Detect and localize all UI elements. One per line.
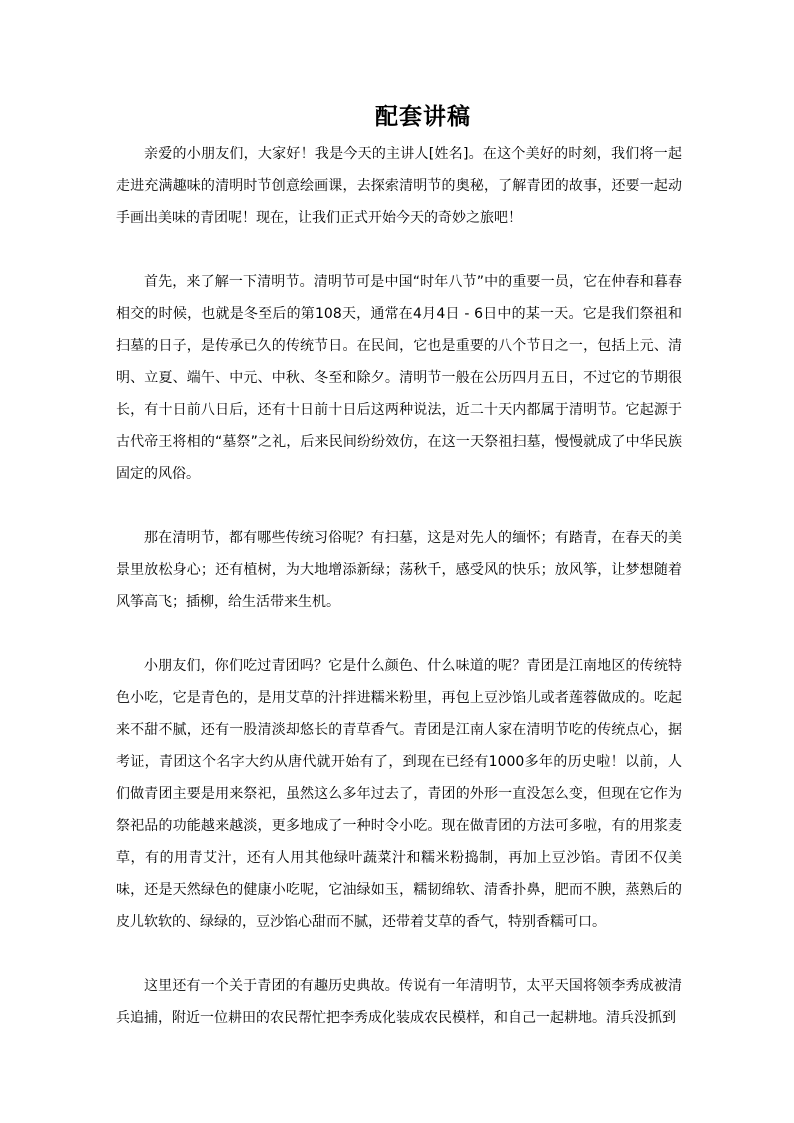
paragraph-customs: 那在清明节，都有哪些传统习俗呢？有扫墓，这是对先人的缅怀；有踏青，在春天的美景里放松身心；还有植树，为大地增添新绿；荡秋千，感受风的快乐；放风筝，让梦想随着风筝高飞；插柳，给生活带来生机。 (116, 530, 682, 610)
paragraph-greeting: 亲爱的小朋友们，大家好！我是今天的主讲人[姓名]。在这个美好的时刻，我们将一起走进充满趣味的清明时节创意绘画课，去探索清明节的奥秘，了解青团的故事，还要一起动手画出美味的青团呢！现在，让我们正式开始今天的奇妙之旅吧！ (116, 146, 682, 226)
paragraph-history-story: 这里还有一个关于青团的有趣历史典故。传说有一年清明节，太平天国将领李秀成被清兵追捕，附近一位耕田的农民帮忙把李秀成化装成农民模样，和自己一起耕地。清兵没抓到 (116, 978, 682, 1026)
document-title: 配套讲稿 (375, 103, 471, 130)
paragraph-qingtuan: 小朋友们，你们吃过青团吗？它是什么颜色、什么味道的呢？青团是江南地区的传统特色小吃，它是青色的，是用艾草的汁拌进糯米粉里，再包上豆沙馅儿或者莲蓉做成的。吃起来不甜不腻，还有一股清淡却悠长的青草香气。青团是江南人家在清明节吃的传统点心，据考证，青团这个名字大约从唐代就开始有了，到现在已经有1000多年的历史啦！以前，人们做青团主要是用来祭祀，虽然这么多年过去了，青团的外形一直没怎么变，但现在它作为祭祀品的功能越来越淡，更多地成了一种时令小吃。现在做青团的方法可多啦，有的用浆麦草，有的用青艾汁，还有人用其他绿叶蔬菜汁和糯米粉捣制，再加上豆沙馅。青团不仅美味，还是天然绿色的健康小吃呢，它油绿如玉，糯韧绵软、清香扑鼻，肥而不腴，蒸熟后的皮儿软软的、绿绿的，豆沙馅心甜而不腻，还带着艾草的香气，特别香糯可口。 (116, 658, 682, 930)
document-body (116, 138, 682, 1034)
paragraph-qingming-intro: 首先，来了解一下清明节。清明节可是中国“时年八节”中的重要一员，它在仲春和暮春相交的时候，也就是冬至后的第108天，通常在4月4日 - 6日中的某一天。它是我们祭祖和扫墓的日子，是传承已久的传统节日。在民间，它也是重要的八个节日之一，包括上元、清明、立夏、端午、中元、中秋、冬至和除夕。清明节一般在公历四月五日，不过它的节期很长，有十日前八日后，还有十日前十日后这两种说法，近二十天内都属于清明节。它起源于古代帝王将相的“墓祭”之礼，后来民间纷纷效仿，在这一天祭祖扫墓，慢慢就成了中华民族固定的风俗。 (116, 274, 682, 482)
